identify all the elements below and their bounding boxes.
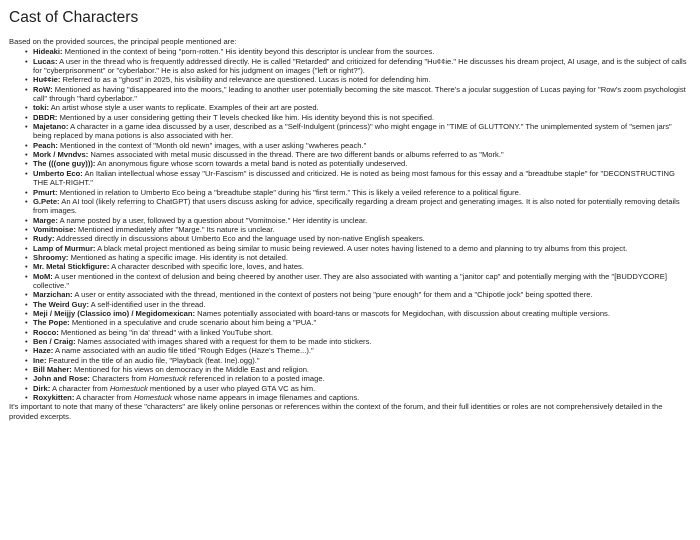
character-list-item (33, 393, 692, 402)
character-description: Mentioned by a user considering getting their T levels checked like him. His identity beyond this is not specified. (57, 112, 435, 122)
character-description: Mentioned in the context of being "porn-rotten." His identity beyond this descriptor is unclear from the sources. (62, 47, 435, 57)
character-description: Mentioned as hating a specific image. His identity is not detailed. (68, 252, 288, 262)
character-description: Referred to as a "ghost" in 2025, his visibility and relevance are questioned. Lucas is noted for defending him. (60, 75, 431, 85)
character-name: DBDR: (33, 112, 58, 122)
character-description: A user in the thread who is frequently addressed directly. He is called "Retarded" and criticized for defending "Hu¢¢ie." He discusses his dream project, AI usage, and is the subject of calls for "cyberprisonment" or "cyberlabor." He is also asked for his judgment on images ("left or right?"). (33, 56, 687, 76)
character-name: toki: (33, 103, 50, 113)
character-description: Mentioned immediately after "Marge." Its nature is unclear. (75, 224, 275, 234)
character-description: A name posted by a user, followed by a question about "Vomitnoise." Her identity is unclear. (57, 215, 368, 225)
character-name: Roxykitten: (33, 393, 75, 403)
character-list-item (33, 103, 692, 112)
character-name: G.Pete: (33, 196, 60, 206)
character-description: Mentioned as being "in da' thread" with a linked YouTube short. (58, 327, 274, 337)
character-description: Names associated with metal music discussed in the thread. There are two different bands or albums referred to as "Mork." (88, 150, 504, 160)
character-name: Mork / Mvndvs: (33, 150, 89, 160)
character-description: An artist whose style a user wants to replicate. Examples of their art are posted. (49, 103, 319, 113)
character-list-item (33, 57, 692, 76)
character-description: A black metal project mentioned as being similar to music being reviewed. A user notes having listened to a demo and planning to try albums from this project. (95, 243, 628, 253)
character-name: Majetano: (33, 122, 69, 132)
character-name: Haze: (33, 346, 54, 356)
character-list-item (33, 384, 692, 393)
character-description: Mentioned in the context of "Month old newn" images, with a user asking "wwheres peach." (57, 140, 367, 150)
character-name: The Pope: (33, 318, 70, 328)
character-list-item (33, 253, 692, 262)
character-name: Rocco: (33, 327, 59, 337)
character-name: The Weird Guy: (33, 299, 89, 309)
character-list-item (33, 300, 692, 309)
character-list-item (33, 225, 692, 234)
character-list-item (33, 188, 692, 197)
character-list-item (33, 85, 692, 104)
character-list-item (33, 290, 692, 299)
character-name: Lucas: (33, 56, 58, 66)
character-list-item (33, 234, 692, 243)
character-list-item (33, 346, 692, 355)
character-name: Bill Maher: (33, 365, 72, 375)
character-name: Umberto Eco: (33, 168, 83, 178)
character-name: Pmurt: (33, 187, 58, 197)
character-name: Dirk: (33, 383, 51, 393)
character-description: mentioned by a user who played GTA VC as him. (147, 383, 316, 393)
character-list-item (33, 150, 692, 159)
page-title: Cast of Characters (9, 9, 139, 26)
character-description: Mentioned as having "disappeared into the moors," leading to another user potentially becoming the site mascot. There's a jocular suggestion of Lucas paying for "Row's zoom psychologist call" through "hard cyberlabor." (33, 84, 686, 104)
character-list-item (33, 244, 692, 253)
character-list-item (33, 159, 692, 168)
character-description: An AI tool (likely referring to ChatGPT) that users discuss asking for advice, specifically regarding a dream project and generating images. It is also noted for potentially removing details from images. (33, 196, 680, 216)
character-list-item (33, 356, 692, 365)
character-name: Shroomy: (33, 252, 69, 262)
character-list-item (33, 328, 692, 337)
character-list-item (33, 113, 692, 122)
character-list-item (33, 365, 692, 374)
character-description: Mentioned for his views on democracy in the Middle East and religion. (71, 365, 310, 375)
character-description: An Italian intellectual whose essay "Ur-Fascism" is discussed and criticized. He is noted as being most famous for this essay and a "breadtube staple" for "DECONSTRUCTING THE ALT-RIGHT." (33, 168, 675, 188)
character-list-item (33, 262, 692, 271)
character-description: A name associated with an audio file titled "Rough Edges (Haze's Theme...)." (53, 346, 314, 356)
character-list-item (33, 318, 692, 327)
character-description: Characters from (89, 374, 149, 384)
character-list-item (33, 169, 692, 188)
character-description: A character described with specific lore, loves, and hates. (109, 262, 304, 272)
character-list-item (33, 337, 692, 346)
character-name: Hideaki: (33, 47, 63, 57)
character-name: Ine: (33, 355, 47, 365)
character-description-italic: Homestuck (133, 393, 172, 403)
character-description: A character from (74, 393, 134, 403)
character-description-italic: Homestuck (109, 383, 148, 393)
character-name: The (((one guy))): (33, 159, 96, 169)
character-list (9, 47, 692, 402)
character-name: Rudy: (33, 234, 55, 244)
intro-paragraph: Based on the provided sources, the principal people mentioned are: (9, 37, 237, 46)
character-description: A character in a game idea discussed by a user, described as a "Self-Indulgent (princess)" who might engage in "TIME of GLUTTONY." The unimplemented system of "semen jars" being replaced by mana potions is also associated with her. (33, 122, 672, 141)
character-list-item (33, 75, 692, 84)
character-name: Vomitnoise: (33, 224, 76, 234)
character-name: Ben / Craig: (33, 337, 76, 346)
character-name: RoW: (33, 84, 53, 94)
character-description: referenced in relation to a posted image. (186, 374, 325, 384)
character-list-item (33, 309, 692, 318)
character-list-item (33, 141, 692, 150)
character-list-item (33, 197, 692, 216)
character-description: An anonymous figure whose scorn towards a metal band is noted as potentially undeserved. (95, 159, 408, 169)
character-description: Addressed directly in discussions about Umberto Eco and the language used by non-native English speakers. (54, 234, 425, 244)
character-list-item (33, 122, 692, 141)
character-name: Meji / Meijjy (Classico imo) / Megidomexican: (33, 308, 196, 318)
character-list-item (33, 272, 692, 291)
character-description: A user or entity associated with the thread, mentioned in the context of posters not being "pure enough" for them and a "Chipotle jock" being spotted there. (72, 290, 593, 300)
character-description: Featured in the title of an audio file, "Playback (feat. Ine).ogg)." (46, 355, 260, 365)
character-description: A self-identified user in the thread. (88, 299, 206, 309)
character-list-item (33, 47, 692, 56)
character-name: Marzichan: (33, 290, 73, 300)
character-name: Hu¢¢ie: (33, 75, 61, 85)
character-description-italic: Homestuck (148, 374, 187, 384)
character-name: Marge: (33, 215, 58, 225)
character-name: MoM: (33, 271, 53, 281)
character-description: whose name appears in image filenames and captions. (171, 393, 360, 403)
character-name: Lamp of Murmur: (33, 243, 96, 253)
character-list-item (33, 216, 692, 225)
closing-paragraph: It's important to note that many of these "characters" are likely online personas or references within the context of the forum, and their full identities or roles are not comprehensively detailed in the provided excerpts. (9, 402, 663, 421)
character-description: Mentioned in a speculative and crude scenario about him being a "PUA." (69, 318, 317, 328)
character-name: Mr. Metal Stickfigure: (33, 262, 110, 272)
character-description: Names associated with images shared with a request for them to be made into stickers. (75, 337, 372, 346)
character-description: A user mentioned in the context of delusion and being cheered by another user. They are also associated with wanting a "janitor cap" and potentially merging with the "[BUDDYCORE] collective." (33, 271, 667, 290)
character-name: Peach: (33, 140, 58, 150)
character-description: Names potentially associated with board-tans or mascots for Megidochan, with discussion about creating multiple versions. (195, 308, 610, 318)
character-description: Mentioned in relation to Umberto Eco being a "breadtube staple" during his "first term." This is likely a veiled reference to a political figure. (57, 187, 522, 197)
character-list-item (33, 374, 692, 383)
character-description: A character from (50, 383, 110, 393)
character-name: John and Rose: (33, 374, 90, 384)
